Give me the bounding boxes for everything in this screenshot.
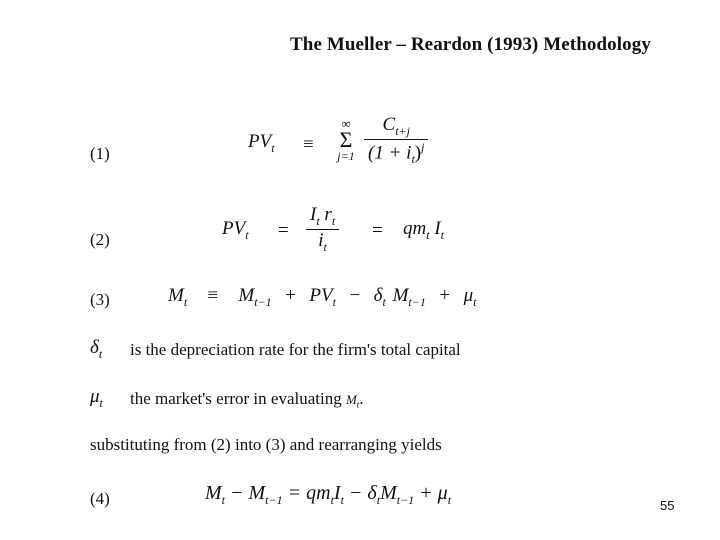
eq4-number: (4) [90,489,110,508]
eq4-expression [205,482,451,508]
eq2-rhs-i: I [434,218,441,239]
eq3-m-lag2: M [392,285,409,306]
eq2-rhs-i-sub: t [440,227,444,242]
eq2-relation1: = [278,220,289,241]
eq1-summation [334,118,358,162]
eq2-numerator-i: I [310,204,317,225]
eq3-pv-sub: t [332,294,336,309]
eq2-relation2: = [372,220,383,241]
delta-definition-symbol [90,337,102,362]
mu-definition-symbol [90,386,103,411]
eq4-part2: − M [225,482,266,504]
eq2-rhs-qm: qm [403,218,427,239]
eq3-pv: PV [309,285,333,306]
eq1-lhs-sub: t [271,140,275,155]
mu-definition-main: the market's error in evaluating [130,389,346,408]
mu-definition-var-sub: t [356,399,360,410]
eq3-mu-sub: t [473,294,477,309]
eq1-denominator-sub: t [411,151,415,166]
eq3-mu: μ [463,285,474,306]
delta-symbol-sub: t [98,346,103,361]
eq1-numerator-symbol: C [382,114,396,135]
eq1-denominator-exp: j [421,139,425,154]
eq4-part3: = qm [282,482,331,504]
eq4-sub5: t [376,493,381,507]
eq2-lhs [222,218,249,243]
eq1-sum-symbol: Σ [339,127,353,152]
eq2-fraction [306,204,339,255]
eq3-m-lag: M [238,285,255,306]
eq2-rhs [403,218,444,243]
eq1-sum-bottom: j=1 [337,149,355,163]
eq3-m-lag-sub: t−1 [254,294,272,309]
transition-text: substituting from (2) into (3) and rearranging yields [90,435,442,454]
eq2-denominator [306,230,339,255]
eq2-numerator [306,204,339,230]
eq1-numerator [364,114,428,140]
eq3-delta-sub: t [382,294,386,309]
eq4-sub1: t [221,493,226,507]
eq4-sub7: t [447,493,452,507]
eq1-denominator-close: ) [414,142,422,164]
eq1-numerator-sub: t+j [395,123,410,138]
eq3-delta: δ [373,285,383,306]
eq4-part1: M [205,482,222,504]
mu-definition-var-m: M [345,392,357,407]
delta-definition-text: is the depreciation rate for the firm's total capital [130,340,461,359]
eq3-plus1: + [285,285,296,306]
mu-definition-end: . [359,389,364,408]
eq2-numerator-r-sub: t [331,213,336,228]
eq1-lhs [248,131,275,156]
eq2-denominator-sub: t [323,239,327,254]
eq3-plus2: + [439,285,451,306]
eq1-fraction [364,114,428,167]
eq3-m-lag2-sub: t−1 [408,294,426,309]
mu-symbol-sub: t [99,395,103,410]
eq3-minus: − [349,285,361,306]
eq2-number: (2) [90,230,110,249]
eq4-sub2: t−1 [265,493,283,507]
eq4-part6: M [380,482,397,504]
mu-definition-var [345,392,360,410]
eq4-sub6: t−1 [396,493,415,507]
eq3-m: M [168,285,184,306]
eq3-number: (3) [90,290,110,309]
slide-number: 55 [660,498,675,513]
eq2-denominator-i: i [318,229,324,251]
eq4-sub4: t [340,493,344,507]
eq3-m-sub: t [183,294,188,309]
eq4-part5: − δ [343,482,377,504]
eq2-numerator-i-sub: t [316,213,320,228]
mu-symbol: μ [90,386,100,407]
eq4-part7: + μ [414,482,448,504]
eq1-number: (1) [90,144,110,163]
delta-symbol: δ [90,337,99,358]
eq3-expression [168,285,476,310]
slide-title: The Mueller – Reardon (1993) Methodology [290,34,651,55]
eq1-sum-top: ∞ [341,116,351,131]
eq1-relation: ≡ [303,134,314,155]
eq4-sub3: t [330,493,334,507]
eq3-relation: ≡ [207,285,219,306]
eq2-numerator-r: r [324,204,332,225]
eq1-lhs-symbol: PV [248,131,272,152]
eq2-lhs-symbol: PV [222,218,246,239]
eq2-lhs-sub: t [245,227,249,242]
eq2-rhs-qm-sub: t [426,227,430,242]
mu-definition-text [130,389,364,410]
eq1-denominator [364,140,428,167]
eq1-denominator-main: (1 + i [368,142,412,164]
eq4-part4: I [333,482,341,504]
